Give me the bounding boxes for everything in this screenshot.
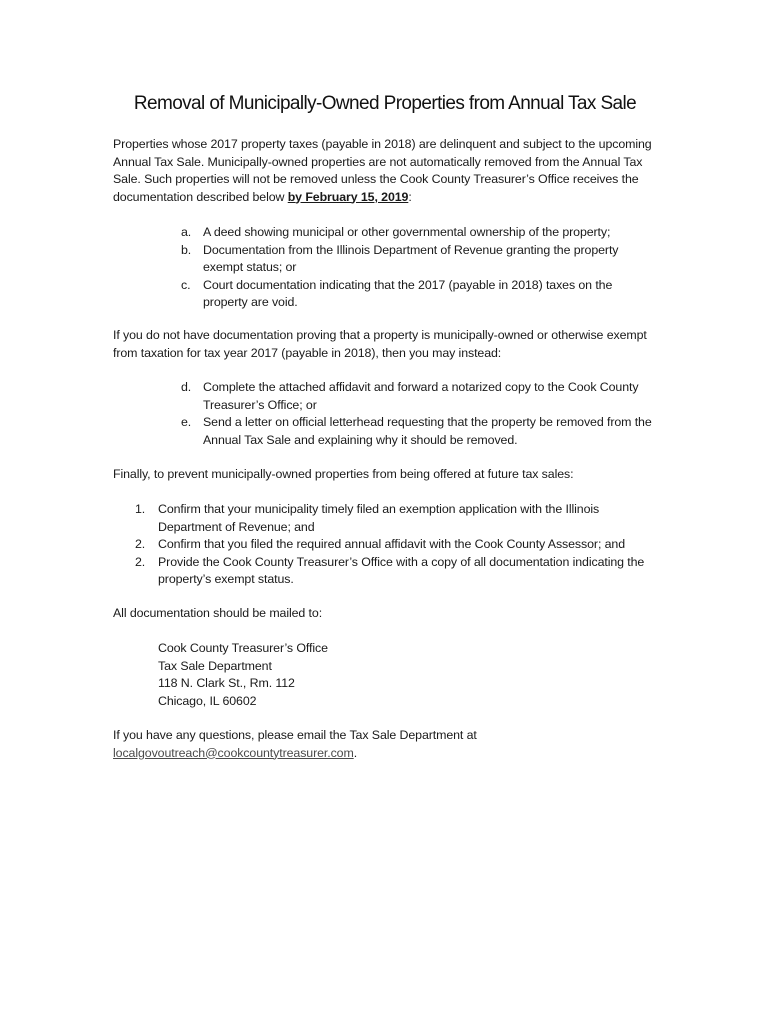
intro-paragraph bbox=[113, 136, 653, 206]
alternative-list bbox=[113, 379, 653, 449]
prevention-text: Finally, to prevent municipally-owned properties from being offered at future tax sales: bbox=[113, 467, 574, 481]
prevention-list bbox=[113, 501, 658, 589]
list-item bbox=[113, 536, 658, 554]
list-marker: 2. bbox=[135, 537, 146, 551]
list-item bbox=[113, 224, 653, 242]
list-item-text: Complete the attached affidavit and forward a notarized copy to the Cook County Treasurer’s Office; or bbox=[203, 380, 639, 412]
contact-text: If you have any questions, please email the Tax Sale Department at bbox=[113, 728, 477, 742]
list-item bbox=[113, 501, 658, 536]
list-marker: c. bbox=[181, 277, 191, 292]
list-item-text: Send a letter on official letterhead requesting that the property be removed from the Annual Tax Sale and explaining why it should be removed. bbox=[203, 415, 652, 447]
list-marker: d. bbox=[181, 380, 192, 394]
list-item bbox=[113, 242, 653, 277]
address-line: Cook County Treasurer’s Office bbox=[158, 641, 328, 655]
prevention-paragraph bbox=[113, 466, 673, 484]
alternative-text: If you do not have documentation proving that a property is municipally-owned or otherwise exempt from taxation for tax year 2017 (payable in 2018), then you may instead: bbox=[113, 328, 647, 360]
contact-period: . bbox=[353, 745, 358, 760]
documentation-list bbox=[113, 224, 653, 312]
list-marker: b. bbox=[181, 242, 192, 257]
list-marker: a. bbox=[181, 225, 192, 239]
list-item bbox=[113, 379, 653, 414]
address-line: Chicago, IL 60602 bbox=[158, 693, 257, 708]
list-item bbox=[113, 277, 653, 312]
list-item-text: Confirm that your municipality timely filed an exemption application with the Illinois Department of Revenue; and bbox=[158, 502, 600, 534]
intro-colon: : bbox=[408, 189, 412, 204]
list-item-text: Documentation from the Illinois Department of Revenue granting the property exempt status; or bbox=[203, 242, 619, 274]
mailing-text: All documentation should be mailed to: bbox=[113, 606, 323, 620]
list-marker: 2. bbox=[135, 554, 146, 569]
list-marker: e. bbox=[181, 415, 192, 429]
intro-text: Properties whose 2017 property taxes (payable in 2018) are delinquent and subject to the upcoming Annual Tax Sale. Municipally-owned properties are not automatically removed from the Annual Tax Sale. Such properties will not be removed unless the Cook County Treasurer’s Office receives the documentation described below bbox=[113, 137, 652, 204]
list-marker: 1. bbox=[135, 502, 146, 516]
list-item-text: A deed showing municipal or other governmental ownership of the property; bbox=[203, 225, 611, 239]
list-item-text: Confirm that you filed the required annual affidavit with the Cook County Assessor; and bbox=[158, 537, 626, 551]
list-item bbox=[113, 414, 653, 449]
list-item-text: Provide the Cook County Treasurer’s Office with a copy of all documentation indicating the property’s exempt status. bbox=[158, 554, 645, 586]
deadline-date: by February 15, 2019 bbox=[287, 189, 409, 204]
mailing-paragraph bbox=[113, 605, 653, 623]
contact-paragraph bbox=[113, 727, 653, 762]
alternative-paragraph bbox=[113, 327, 653, 362]
email-link[interactable]: localgovoutreach@cookcountytreasurer.com bbox=[113, 745, 354, 760]
address-line: Tax Sale Department bbox=[158, 658, 272, 673]
list-item bbox=[113, 554, 658, 589]
mailing-address bbox=[113, 640, 653, 710]
address-line: 118 N. Clark St., Rm. 112 bbox=[158, 676, 295, 690]
page-title: Removal of Municipally-Owned Properties from Annual Tax Sale bbox=[133, 93, 637, 114]
list-item-text: Court documentation indicating that the 2017 (payable in 2018) taxes on the property are void. bbox=[203, 277, 613, 309]
